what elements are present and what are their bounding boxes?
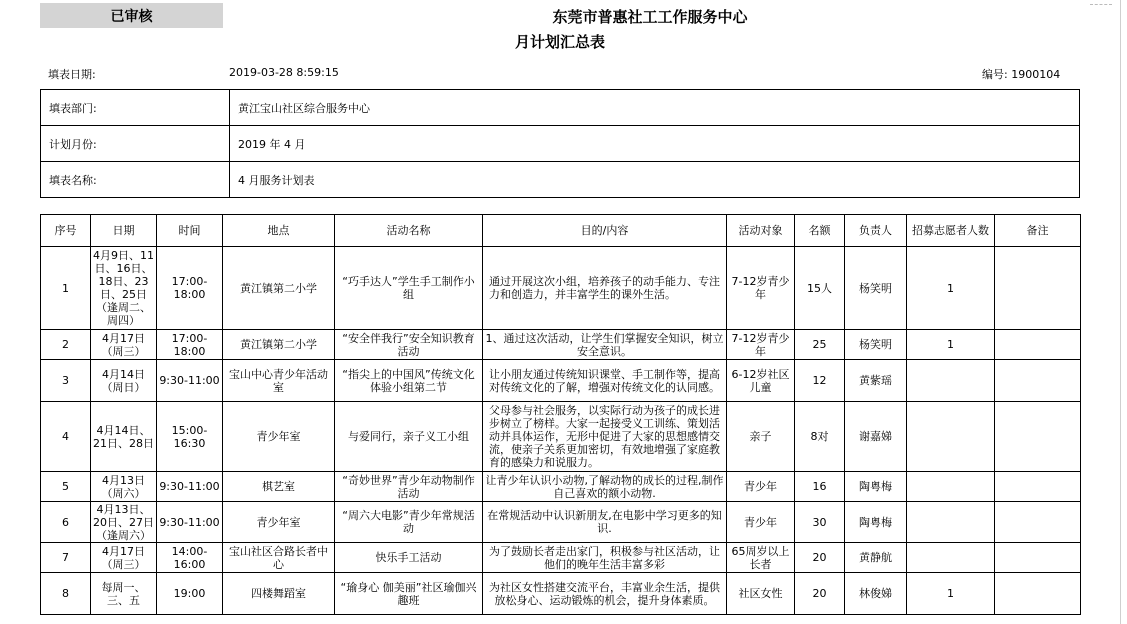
cell-place: 青少年室 bbox=[223, 502, 335, 543]
cell-activity-name: 快乐手工活动 bbox=[335, 543, 483, 573]
cell-volunteers: 1 bbox=[907, 330, 995, 360]
form-title: 月计划汇总表 bbox=[514, 33, 605, 51]
cell-quota: 8对 bbox=[795, 402, 845, 472]
cell-time: 17:00-18:00 bbox=[157, 247, 223, 330]
cell-volunteers: 1 bbox=[907, 247, 995, 330]
cell-quota: 20 bbox=[795, 573, 845, 615]
cell-activity-name: “巧手达人”学生手工制作小组 bbox=[335, 247, 483, 330]
cell-note bbox=[995, 573, 1081, 615]
cell-content: 为社区女性搭建交流平台，丰富业余生活，提供放松身心、运动锻炼的机会，提升身体素质。 bbox=[483, 573, 727, 615]
cell-time: 19:00 bbox=[157, 573, 223, 615]
cell-no: 7 bbox=[41, 543, 91, 573]
cell-no: 3 bbox=[41, 360, 91, 402]
cell-note bbox=[995, 330, 1081, 360]
cell-target: 亲子 bbox=[727, 402, 795, 472]
info-label: 填表部门: bbox=[41, 90, 230, 126]
cell-quota: 25 bbox=[795, 330, 845, 360]
cell-quota: 12 bbox=[795, 360, 845, 402]
cell-time: 9:30-11:00 bbox=[157, 502, 223, 543]
cell-owner: 林俊娣 bbox=[845, 573, 907, 615]
cell-target: 7-12岁青少年 bbox=[727, 330, 795, 360]
cell-place: 宝山社区合路长者中心 bbox=[223, 543, 335, 573]
header-owner: 负责人 bbox=[845, 215, 907, 247]
cell-target: 7-12岁青少年 bbox=[727, 247, 795, 330]
cell-volunteers bbox=[907, 472, 995, 502]
cell-content: 1、通过这次活动，让学生们掌握安全知识，树立安全意识。 bbox=[483, 330, 727, 360]
cell-date: 4月17日（周三） bbox=[91, 330, 157, 360]
cell-no: 5 bbox=[41, 472, 91, 502]
info-row-department bbox=[41, 90, 1080, 126]
cell-target: 青少年 bbox=[727, 502, 795, 543]
cell-place: 四楼舞蹈室 bbox=[223, 573, 335, 615]
organization-title: 东莞市普惠社工工作服务中心 bbox=[552, 8, 748, 26]
cell-content: 在常规活动中认识新朋友,在电影中学习更多的知识. bbox=[483, 502, 727, 543]
cell-content: 让小朋友通过传统知识课堂、手工制作等，提高对传统文化的了解，增强对传统文化的认同感。 bbox=[483, 360, 727, 402]
cell-volunteers bbox=[907, 543, 995, 573]
cell-volunteers bbox=[907, 360, 995, 402]
cell-owner: 杨笑明 bbox=[845, 330, 907, 360]
cell-no: 1 bbox=[41, 247, 91, 330]
cell-target: 65周岁以上长者 bbox=[727, 543, 795, 573]
table-row bbox=[41, 402, 1081, 472]
cell-date: 4月9日、11日、16日、18日、23日、25日（逢周二、周四） bbox=[91, 247, 157, 330]
cell-target: 6-12岁社区儿童 bbox=[727, 360, 795, 402]
cell-time: 14:00-16:00 bbox=[157, 543, 223, 573]
cell-note bbox=[995, 543, 1081, 573]
cell-activity-name: “指尖上的中国风”传统文化体验小组第二节 bbox=[335, 360, 483, 402]
cell-place: 棋艺室 bbox=[223, 472, 335, 502]
table-row bbox=[41, 472, 1081, 502]
table-header-row bbox=[41, 215, 1081, 247]
cell-note bbox=[995, 502, 1081, 543]
table-row bbox=[41, 502, 1081, 543]
cell-note bbox=[995, 360, 1081, 402]
cell-date: 每周一、三、五 bbox=[91, 573, 157, 615]
serial-number bbox=[982, 66, 1060, 82]
cell-volunteers bbox=[907, 502, 995, 543]
header-date: 日期 bbox=[91, 215, 157, 247]
cell-time: 9:30-11:00 bbox=[157, 360, 223, 402]
header-target: 活动对象 bbox=[727, 215, 795, 247]
cell-quota: 20 bbox=[795, 543, 845, 573]
status-badge: 已审核 bbox=[40, 3, 223, 28]
info-value: 黄江宝山社区综合服务中心 bbox=[230, 90, 1080, 126]
cell-no: 8 bbox=[41, 573, 91, 615]
cell-activity-name: “安全伴我行”安全知识教育活动 bbox=[335, 330, 483, 360]
page-edge-divider bbox=[1120, 0, 1121, 624]
info-row-form-name bbox=[41, 162, 1080, 198]
table-row bbox=[41, 330, 1081, 360]
fill-date-value: 2019-03-28 8:59:15 bbox=[229, 66, 339, 79]
cell-place: 黄江镇第二小学 bbox=[223, 330, 335, 360]
cell-time: 9:30-11:00 bbox=[157, 472, 223, 502]
table-row bbox=[41, 573, 1081, 615]
cell-no: 6 bbox=[41, 502, 91, 543]
cell-owner: 谢嘉娣 bbox=[845, 402, 907, 472]
cell-place: 青少年室 bbox=[223, 402, 335, 472]
serial-value: 1900104 bbox=[1011, 68, 1061, 81]
header-place: 地点 bbox=[223, 215, 335, 247]
cell-time: 17:00-18:00 bbox=[157, 330, 223, 360]
cell-note bbox=[995, 402, 1081, 472]
cell-volunteers: 1 bbox=[907, 573, 995, 615]
cell-owner: 陶粤梅 bbox=[845, 472, 907, 502]
cell-date: 4月17日（周三） bbox=[91, 543, 157, 573]
cell-note bbox=[995, 472, 1081, 502]
cell-content: 为了鼓励长者走出家门，积极参与社区活动，让他们的晚年生活丰富多彩 bbox=[483, 543, 727, 573]
cell-quota: 30 bbox=[795, 502, 845, 543]
header-time: 时间 bbox=[157, 215, 223, 247]
serial-label: 编号: bbox=[982, 68, 1008, 81]
cell-target: 社区女性 bbox=[727, 573, 795, 615]
cell-place: 黄江镇第二小学 bbox=[223, 247, 335, 330]
cell-owner: 杨笑明 bbox=[845, 247, 907, 330]
header-note: 备注 bbox=[995, 215, 1081, 247]
cell-no: 4 bbox=[41, 402, 91, 472]
table-row bbox=[41, 360, 1081, 402]
corner-marker bbox=[1090, 4, 1112, 5]
cell-place: 宝山中心青少年活动室 bbox=[223, 360, 335, 402]
cell-activity-name: 与爱同行，亲子义工小组 bbox=[335, 402, 483, 472]
info-label: 计划月份: bbox=[41, 126, 230, 162]
cell-activity-name: “周六大电影”青少年常规活动 bbox=[335, 502, 483, 543]
cell-date: 4月14日（周日） bbox=[91, 360, 157, 402]
header-volunteers: 招募志愿者人数 bbox=[907, 215, 995, 247]
cell-volunteers bbox=[907, 402, 995, 472]
plan-summary-table bbox=[40, 214, 1081, 615]
cell-date: 4月13日、20日、27日（逢周六） bbox=[91, 502, 157, 543]
cell-no: 2 bbox=[41, 330, 91, 360]
cell-owner: 黄静航 bbox=[845, 543, 907, 573]
cell-date: 4月13日（周六） bbox=[91, 472, 157, 502]
cell-time: 15:00-16:30 bbox=[157, 402, 223, 472]
cell-activity-name: “奇妙世界”青少年动物制作活动 bbox=[335, 472, 483, 502]
table-row bbox=[41, 543, 1081, 573]
cell-quota: 16 bbox=[795, 472, 845, 502]
header-activity-name: 活动名称 bbox=[335, 215, 483, 247]
header-quota: 名额 bbox=[795, 215, 845, 247]
cell-owner: 黄紫瑶 bbox=[845, 360, 907, 402]
cell-owner: 陶粤梅 bbox=[845, 502, 907, 543]
form-info-table bbox=[40, 89, 1080, 198]
cell-activity-name: “瑜身心 伽美丽”社区瑜伽兴趣班 bbox=[335, 573, 483, 615]
cell-note bbox=[995, 247, 1081, 330]
cell-content: 父母参与社会服务，以实际行动为孩子的成长进步树立了榜样。大家一起接受义工训练、策划活动并具体运作，无形中促进了大家的思想感情交流，使亲子关系更加密切，有效地增强了家庭教育的感染力和说服力。 bbox=[483, 402, 727, 472]
fill-date-label: 填表日期: bbox=[48, 68, 96, 81]
cell-content: 通过开展这次小组，培养孩子的动手能力、专注力和创造力，并丰富学生的课外生活。 bbox=[483, 247, 727, 330]
table-row bbox=[41, 247, 1081, 330]
header-no: 序号 bbox=[41, 215, 91, 247]
info-label: 填表名称: bbox=[41, 162, 230, 198]
info-value: 2019 年 4 月 bbox=[230, 126, 1080, 162]
cell-date: 4月14日、21日、28日 bbox=[91, 402, 157, 472]
info-row-month bbox=[41, 126, 1080, 162]
cell-quota: 15人 bbox=[795, 247, 845, 330]
cell-target: 青少年 bbox=[727, 472, 795, 502]
info-value: 4 月服务计划表 bbox=[230, 162, 1080, 198]
header-content: 目的/内容 bbox=[483, 215, 727, 247]
cell-content: 让青少年认识小动物,了解动物的成长的过程,制作自己喜欢的额小动物. bbox=[483, 472, 727, 502]
